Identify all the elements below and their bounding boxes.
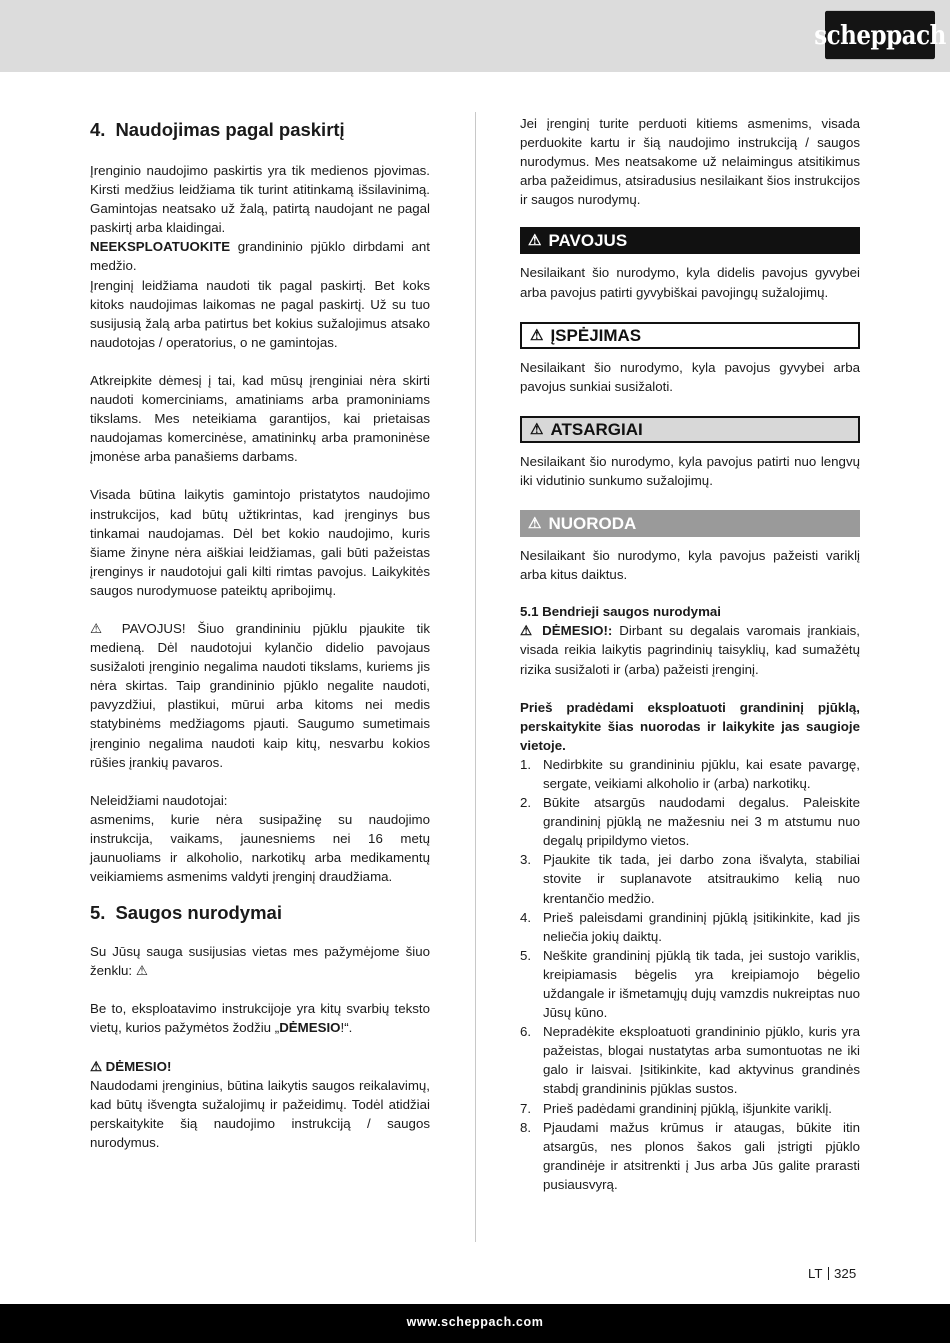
paragraph: Naudodami įrenginius, būtina laikytis saugos reikalavimų, kad būtų išvengta sužalojimų ir pažeidimų. Todėl atidžiai perskaitykite šią naudojimo instrukciją / saugos nurodymus. (90, 1077, 430, 1150)
danger-box (520, 227, 860, 254)
paragraph: asmenims, kurie nėra susipažinę su naudojimo instrukcija, vaikams, jaunesniems nei 16 metų jaunuoliams ir alkoholio, narkotikų arba medikamentų veikiamiems asmenims valdyti įrenginį draudžiama. (90, 811, 430, 885)
box-label: NUORODA (548, 513, 637, 533)
brand-logo: scheppach (825, 11, 935, 59)
rule-number: 2. (520, 795, 532, 811)
safety-rules-list (520, 755, 860, 1194)
rule-text: Būkite atsargūs naudodami degalus. Paleiskite grandininį pjūklą ne mažesniu nei 3 m atstumu nuo degalų pripildymo vietos. (543, 795, 860, 849)
section-5-heading (90, 901, 430, 925)
rule-text: Nedirbkite su grandininiu pjūklu, kai esate pavargę, sergate, veikiami alkoholio ir (arba) narkotikų. (543, 756, 860, 791)
warning-icon: ⚠ (530, 420, 544, 438)
footer-bar (0, 1304, 950, 1343)
subsection-title: 5.1 Bendrieji saugos nurodymai (520, 604, 721, 620)
warning-box (520, 322, 860, 349)
bold-text: NEEKSPLOATUOKITE (90, 239, 231, 255)
rule-item (520, 1022, 860, 1098)
box-label: ĮSPĖJIMAS (550, 325, 642, 345)
warning-icon: ⚠ (528, 514, 542, 532)
section-title: Saugos nurodymai (115, 902, 282, 924)
rule-number: 6. (520, 1024, 532, 1040)
warning-icon: ⚠ (520, 623, 543, 639)
rule-item (520, 1099, 860, 1118)
text: !“. (340, 1020, 353, 1036)
paragraph (90, 237, 430, 275)
rule-text: Pjaukite tik tada, jei darbo zona išvalyta, stabiliai stovite ir suplanavote atsitraukimo kelią nuo krentančio medžio. (543, 852, 860, 906)
section-title: Naudojimas pagal paskirtį (115, 119, 345, 140)
paragraph: Nesilaikant šio nurodymo, kyla pavojus patirti nuo lengvų iki vidutinio sunkumo sužalojimų. (520, 453, 860, 488)
caution-box (520, 416, 860, 443)
rule-item (520, 850, 860, 907)
bold-paragraph: Prieš pradėdami eksploatuoti grandininį pjūklą, perskaitykite šias nuorodas ir laikykite jas saugioje vietoje. (520, 699, 860, 753)
warning-icon: ⚠ (530, 326, 544, 344)
bold-text: DĖMESIO! (105, 1058, 172, 1074)
rule-item (520, 946, 860, 1022)
paragraph: Nesilaikant šio nurodymo, kyla pavojus gyvybei arba pavojus sunkiai susižaloti. (520, 359, 860, 394)
bold-text: DĖMESIO (279, 1020, 341, 1036)
rule-item (520, 755, 860, 793)
rule-number: 7. (520, 1100, 532, 1116)
rule-text: Neškite grandininį pjūklą tik tada, jei sustojo variklis, kreipiamasis bėgelis yra kreipiamojo bėgelio uždangale ir išmetamųjų dujų vamzdis nukreiptas nuo Jūsų kūno. (543, 947, 860, 1021)
page-num: 325 (834, 1266, 857, 1281)
box-label: PAVOJUS (548, 231, 628, 251)
text: Dirbant su degalais varomais įrankiais, visada reikia laikytis pagrindinių taisyklių, kad sumažėtų rizika susižaloti ir (arba) pažeisti įrenginį. (520, 623, 860, 677)
bold-text: DĖMESIO!: (542, 623, 613, 639)
rule-number: 5. (520, 947, 532, 963)
paragraph (90, 999, 430, 1037)
box-label: ATSARGIAI (550, 419, 643, 439)
paragraph (520, 621, 860, 678)
rule-number: 1. (520, 756, 532, 772)
left-column (90, 114, 430, 1152)
rule-text: Pjaudami mažus krūmus ir ataugas, būkite itin atsargūs, nes plonos šakos gali įstrigti pjūklo grandinėje ir atsitrenkti į Jus arba Jūs galite prarasti pusiausvyrą. (543, 1119, 860, 1192)
paragraph: Įrenginio naudojimo paskirtis yra tik medienos pjovimas. Kirsti medžius leidžiama tik turint atitinkamą išsilavinimą. Gamintojas neatsako už žalą, patirtą naudojant ne pagal paskirtį arba klaidingai. (90, 163, 430, 236)
column-divider (475, 112, 476, 1242)
warning-icon: ⚠ (90, 620, 122, 636)
notice-box (520, 510, 860, 537)
language-code: LT (808, 1266, 823, 1281)
rule-number: 3. (520, 852, 532, 868)
warning-icon: ⚠ (135, 963, 148, 979)
warning-icon: ⚠ (528, 232, 542, 250)
rule-number: 4. (520, 909, 532, 925)
paragraph (90, 942, 430, 980)
rule-item (520, 793, 860, 850)
paragraph: Nesilaikant šio nurodymo, kyla pavojus pažeisti variklį arba kitus daiktus. (520, 548, 860, 583)
warning-icon: ⚠ (90, 1058, 106, 1074)
text: Be to, eksploatavimo instrukcijoje yra kitų svarbių teksto vietų, kurios pažymėtos žodžiu „ (90, 1001, 430, 1036)
section-number: 5. (90, 902, 106, 924)
paragraph: Neleidžiami naudotojai: (90, 792, 228, 808)
section-number: 4. (90, 119, 106, 140)
right-column (520, 114, 860, 1194)
page-number (808, 1266, 856, 1281)
rule-text: Prieš padėdami grandininį pjūklą, išjunkite variklį. (543, 1100, 832, 1116)
paragraph: Nesilaikant šio nurodymo, kyla didelis pavojus gyvybei arba pavojus patirti gyvybiškai pavojingų sužalojimų. (520, 265, 860, 300)
paragraph: Atkreipkite dėmesį į tai, kad mūsų įrenginiai nėra skirti naudoti komerciniams, amatiniams arba pramoniniams tikslams. Mes neteikiama garantijos, kai prietaisas naudojamas komercinėse, amatininkų arba pramoninėse įmonėse arba panašiems darbams. (90, 372, 430, 465)
website-link[interactable]: www.scheppach.com (406, 1315, 544, 1329)
rule-item (520, 1118, 860, 1194)
paragraph: Įrenginį leidžiama naudoti tik pagal paskirtį. Bet koks kitoks naudojimas laikomas ne pagal paskirtį. Už su tuo susijusią žalą arba patirtus bet kokius sužalojimus atsako naudotojas / operatorius, o ne gamintojas. (90, 277, 430, 350)
paragraph: Jei įrenginį turite perduoti kitiems asmenims, visada perduokite kartu ir šią naudojimo instrukciją / saugos nurodymus. Mes neatsakome už nelaimingus atsitikimus arba pažeidimus, atsiradusius nesilaikant šios instrukcijos ir saugos nurodymų. (520, 116, 860, 208)
text: PAVOJUS! Šiuo grandininiu pjūklu pjaukite tik medieną. Dėl naudotojui kylančio didelio pavojaus susižaloti įrenginio negalima naudoti tikslams, kuriems jis nėra skirtas. Taip grandininio pjūklo negalite naudoti, pavyzdžiui, plastikui, mūrui arba kitoms nei medis statybinėms medžiagoms pjauti. Saugumo sumetimais įrenginio negalima naudoti kaip kitų, nesvarbu kokios rūšies įrankių pavaros. (90, 620, 430, 770)
paragraph (90, 619, 430, 772)
rule-text: Nepradėkite eksploatuoti grandininio pjūklo, kuris yra pažeistas, blogai nustatytas arba sumontuotas ne iki galo ir laisvai. Įsitikinkite, kad aktyvinus grandinės stabdį grandininis pjūklas sustos. (543, 1024, 860, 1097)
rule-number: 8. (520, 1119, 532, 1135)
text: Su Jūsų sauga susijusias vietas mes pažymėjome šiuo ženklu: (90, 944, 430, 979)
rule-item (520, 908, 860, 946)
header-bar (0, 0, 950, 72)
rule-text: Prieš paleisdami grandininį pjūklą įsitikinkite, kad jis neliečia jokių daiktų. (543, 909, 860, 944)
paragraph: Visada būtina laikytis gamintojo pristatytos naudojimo instrukcijos, kad būtų užtikrintas, kad įrenginys bus tinkamai naudojamas. Dėl bet kokio naudojimo, kuris šiame žinyne nėra aiškiai leidžiamas, gali būti pažeistas įrenginys ir naudotojui gali kilti rimtas pavojus. Laikykitės saugos nurodymuose pateiktų apribojimų. (90, 487, 430, 598)
separator (828, 1267, 830, 1280)
section-4-heading (90, 118, 430, 142)
text: grandininio pjūklo dirbdami ant medžio. (90, 239, 430, 274)
paragraph (90, 1057, 430, 1076)
